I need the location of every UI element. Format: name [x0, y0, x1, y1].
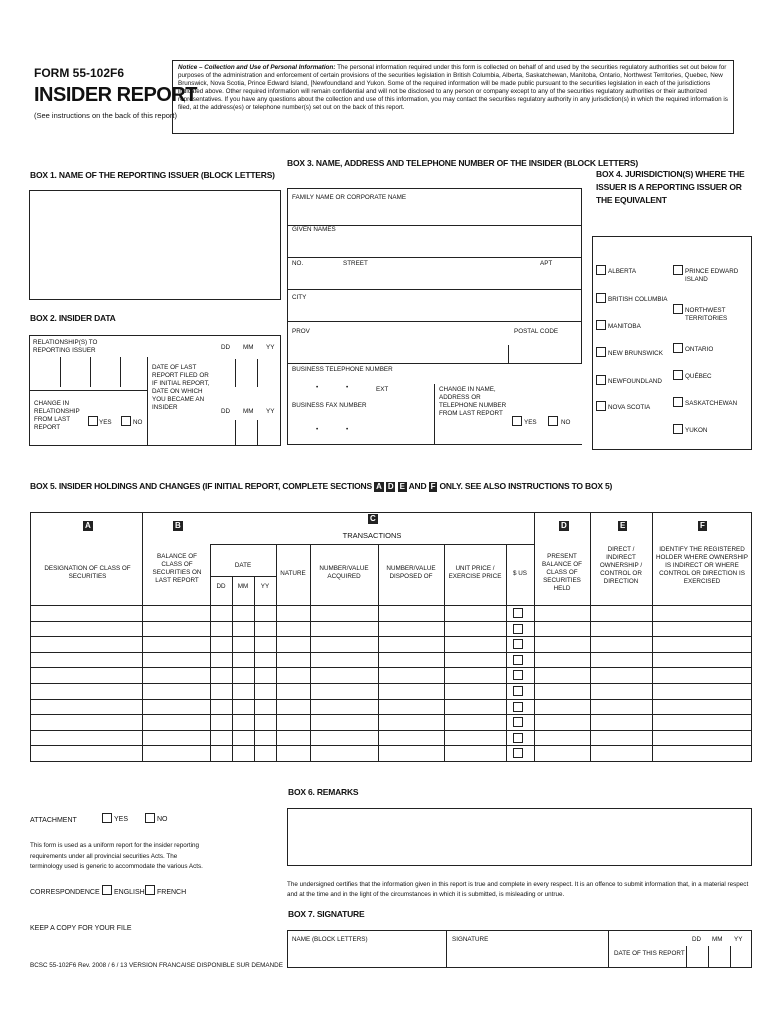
jurisdiction-checkbox-alberta[interactable] [596, 265, 606, 275]
prov-label: PROV [292, 328, 310, 335]
certification-text: The undersigned certifies that the information given in this report is true and complete in every respect. It is an offence to submit information that, in a material respect and at the time and in the light of the circumstances in which it is submitted, is misleading or untrue. [287, 881, 749, 898]
last-report-date[interactable] [211, 355, 281, 387]
col-e-tag: E [620, 521, 626, 530]
jurisdiction-checkbox-qu-bec[interactable] [673, 370, 683, 380]
sig-dd: DD [692, 936, 702, 943]
col-mm: MM [237, 583, 249, 590]
jurisdiction-checkbox-ontario[interactable] [673, 343, 683, 353]
box5-label-post: ONLY. SEE ALSO INSTRUCTIONS TO BOX 5) [437, 481, 613, 491]
city-field[interactable] [287, 290, 582, 322]
no-label: NO. [292, 260, 304, 267]
name-label: NAME (BLOCK LETTERS) [292, 936, 368, 943]
jurisdiction-label: SASKATCHEWAN [685, 400, 738, 407]
us-dollar-checkbox[interactable] [513, 748, 523, 758]
date-dd-1: DD [221, 344, 231, 351]
issuer-name-field[interactable] [29, 190, 281, 300]
box5-label-pre: BOX 5. INSIDER HOLDINGS AND CHANGES (IF INITIAL REPORT, COMPLETE SECTIONS [30, 481, 375, 491]
us-dollar-checkbox[interactable] [513, 624, 523, 634]
correspondence-label: CORRESPONDENCE [30, 889, 100, 896]
col-unit-price: UNIT PRICE / EXERCISE PRICE [448, 565, 502, 580]
col-d-tag: D [561, 521, 567, 530]
notice-body: The personal information required under this form is collected on behalf of and used by the securities regulatory authorities set out below for purposes of the administration and enforcement of certain provisions of the securities legislation in British Columbia, Alberta, Saskatchewan, Manitoba, Ontario, Northwest Territories, Quebec, New Brunswick, Nova Scotia, Prince Edward Island, [Newfoundland and Yukon. Some of the required information will be made public pursuant to the securities legislation in each of the jurisdictions indicated above. Other required information will remain confidential and will not be disclosed to any person or company except to any of the securities regulatory authorities or their authorized representatives. If you have any questions about the collection and use of this information, you may contact the securities regulatory authority in any jurisdiction(s) in which the required information is filed, at the address(es) or telephone number(s) set out on the back of this report. [178, 64, 728, 111]
col-b-tag: B [175, 521, 181, 530]
us-dollar-checkbox[interactable] [513, 686, 523, 696]
city-label: CITY [292, 294, 307, 301]
apt-label: APT [540, 260, 553, 267]
ext-label: EXT [376, 386, 389, 393]
attachment-yes-checkbox[interactable] [102, 813, 112, 823]
us-dollar-checkbox[interactable] [513, 717, 523, 727]
box7-label: BOX 7. SIGNATURE [288, 909, 365, 919]
footer: BCSC 55-102F6 Rev. 2008 / 6 / 13 VERSION FRANCAISE DISPONIBLE SUR DEMANDE [30, 962, 283, 969]
table-row[interactable] [30, 652, 752, 668]
col-dd: DD [216, 583, 226, 590]
report-date-field[interactable] [686, 946, 752, 968]
jurisdiction-checkbox-northwest-territories[interactable] [673, 304, 683, 314]
col-acquired: NUMBER/VALUE ACQUIRED [319, 565, 369, 580]
us-dollar-checkbox[interactable] [513, 702, 523, 712]
tag-e: E [399, 482, 405, 491]
col-c-tag: C [370, 514, 376, 523]
signature-label: SIGNATURE [452, 936, 489, 943]
jurisdiction-checkbox-manitoba[interactable] [596, 320, 606, 330]
col-disposed: NUMBER/VALUE DISPOSED OF [386, 565, 436, 580]
table-row[interactable] [30, 621, 752, 637]
form-number: FORM 55-102F6 [34, 66, 125, 80]
box1-label: BOX 1. NAME OF THE REPORTING ISSUER (BLOCK LETTERS) [30, 170, 275, 180]
jurisdiction-label: YUKON [685, 427, 708, 434]
change-relationship-label: CHANGE IN RELATIONSHIP FROM LAST REPORT [34, 400, 80, 431]
jurisdiction-checkbox-british-columbia[interactable] [596, 293, 606, 303]
french-label: FRENCH [157, 889, 187, 896]
street-label: STREET [343, 260, 368, 267]
box5-label [30, 481, 612, 492]
sig-yy: YY [734, 936, 743, 943]
jurisdiction-checkbox-prince-edward-island[interactable] [673, 265, 683, 275]
col-us: $ US [513, 570, 527, 577]
col-present: PRESENT BALANCE OF CLASS OF SECURITIES HELD [542, 553, 582, 592]
jurisdiction-label: ONTARIO [685, 346, 714, 353]
bus-fax-label: BUSINESS FAX NUMBER [292, 402, 367, 409]
jurisdiction-checkbox-new-brunswick[interactable] [596, 347, 606, 357]
attachment-no-checkbox[interactable] [145, 813, 155, 823]
table-row[interactable] [30, 745, 752, 761]
col-direct: DIRECT / INDIRECT OWNERSHIP / CONTROL OR DIRECTION [599, 546, 643, 585]
box4-label: BOX 4. JURISDICTION(S) WHERE THE ISSUER IS A REPORTING ISSUER OR THE EQUIVALENT [596, 169, 745, 205]
box3-label: BOX 3. NAME, ADDRESS AND TELEPHONE NUMBER OF THE INSIDER (BLOCK LETTERS) [287, 158, 638, 168]
street-field[interactable] [287, 258, 582, 290]
col-designation: DESIGNATION OF CLASS OF SECURITIES [44, 565, 131, 580]
postal-label: POSTAL CODE [514, 328, 559, 335]
change-yes-checkbox[interactable] [88, 416, 98, 426]
transactions-header: TRANSACTIONS [342, 531, 402, 540]
jurisdiction-checkbox-yukon[interactable] [673, 424, 683, 434]
jurisdiction-checkbox-saskatchewan[interactable] [673, 397, 683, 407]
jurisdiction-checkbox-newfoundland[interactable] [596, 375, 606, 385]
col-nature: NATURE [280, 570, 306, 577]
table-row[interactable] [30, 636, 752, 652]
table-row[interactable] [30, 730, 752, 746]
name-block-field[interactable] [290, 944, 444, 966]
date-last-label: DATE OF LAST REPORT FILED OR IF INITIAL REPORT, DATE ON WHICH YOU BECAME AN INSIDER [152, 364, 210, 411]
col-balance: BALANCE OF CLASS OF SECURITIES ON LAST REPORT [152, 553, 202, 584]
instructions-note: (See instructions on the back of this report) [34, 111, 177, 120]
became-insider-date[interactable] [211, 420, 281, 446]
given-names-label: GIVEN NAMES [292, 226, 336, 233]
change-no-checkbox[interactable] [121, 416, 131, 426]
form-title: INSIDER REPORT [34, 84, 198, 106]
date-mm-2: MM [243, 408, 254, 415]
us-dollar-checkbox[interactable] [513, 733, 523, 743]
jurisdiction-label: NORTHWEST TERRITORIES [685, 307, 728, 322]
english-label: ENGLISH [114, 889, 145, 896]
box5-label-and: AND [406, 481, 429, 491]
family-name-label: FAMILY NAME OR CORPORATE NAME [292, 194, 407, 201]
box2-label: BOX 2. INSIDER DATA [30, 313, 116, 323]
english-checkbox[interactable] [102, 885, 112, 895]
change-yes-label: YES [99, 419, 112, 426]
col-f-tag: F [700, 521, 705, 530]
address-change-yes-checkbox[interactable] [512, 416, 522, 426]
keep-copy: KEEP A COPY FOR YOUR FILE [30, 925, 132, 932]
date-yy-1: YY [266, 344, 275, 351]
date-of-report-label: DATE OF THIS REPORT [614, 950, 685, 957]
signature-field[interactable] [450, 944, 605, 966]
tag-f: F [430, 482, 436, 491]
attachment-label: ATTACHMENT [30, 817, 77, 824]
attachment-yes-label: YES [114, 816, 129, 823]
tag-d: D [387, 482, 394, 491]
us-dollar-checkbox[interactable] [513, 608, 523, 618]
change-no-label: NO [133, 419, 143, 426]
us-dollar-checkbox[interactable] [513, 639, 523, 649]
date-mm-1: MM [243, 344, 254, 351]
address-change-no-checkbox[interactable] [548, 416, 558, 426]
jurisdiction-label: NOVA SCOTIA [608, 404, 651, 411]
table-row[interactable] [30, 714, 752, 730]
date-yy-2: YY [266, 408, 275, 415]
relationship-cells[interactable] [30, 357, 147, 387]
table-row[interactable] [30, 667, 752, 683]
table-row[interactable] [30, 683, 752, 699]
jurisdiction-label: MANITOBA [608, 323, 641, 330]
jurisdiction-label: ALBERTA [608, 268, 637, 275]
box6-label: BOX 6. REMARKS [288, 787, 359, 797]
col-date: DATE [234, 562, 252, 569]
jurisdiction-label: NEW BRUNSWICK [608, 350, 663, 357]
jurisdiction-label: NEWFOUNDLAND [608, 378, 662, 385]
us-dollar-checkbox[interactable] [513, 670, 523, 680]
relationship-label: RELATIONSHIP(S) TO REPORTING ISSUER [33, 339, 98, 354]
bus-tel-label: BUSINESS TELEPHONE NUMBER [292, 366, 393, 373]
table-row[interactable] [30, 699, 752, 715]
jurisdiction-label: BRITISH COLUMBIA [608, 296, 668, 303]
col-a-tag: A [85, 521, 91, 530]
address-change-no-label: NO [561, 419, 571, 426]
table-row[interactable] [30, 605, 752, 621]
french-checkbox[interactable] [145, 885, 155, 895]
attachment-no-label: NO [157, 816, 168, 823]
date-dd-2: DD [221, 408, 231, 415]
us-dollar-checkbox[interactable] [513, 655, 523, 665]
jurisdiction-checkbox-nova-scotia[interactable] [596, 401, 606, 411]
notice-lead: Notice – Collection and Use of Personal Information: [178, 64, 336, 71]
remarks-field[interactable] [287, 808, 752, 866]
jurisdiction-label: PRINCE EDWARD ISLAND [685, 268, 739, 283]
privacy-notice [172, 60, 734, 134]
address-change-yes-label: YES [524, 419, 537, 426]
col-yy: YY [260, 583, 270, 590]
col-identify: IDENTIFY THE REGISTERED HOLDER WHERE OWNERSHIP IS INDIRECT OR WHERE CONTROL OR DIRECTION IS EXERCISED [655, 546, 748, 585]
jurisdiction-label: QUÉBEC [685, 373, 712, 380]
tag-a: A [376, 482, 382, 491]
change-address-label: CHANGE IN NAME, ADDRESS OR TELEPHONE NUMBER FROM LAST REPORT [439, 386, 507, 417]
uniform-text: This form is used as a uniform report for the insider reporting requirements under all provincial securities Acts. The terminology used is generic to accommodate the various Acts. [30, 842, 203, 870]
sig-mm: MM [712, 936, 723, 943]
